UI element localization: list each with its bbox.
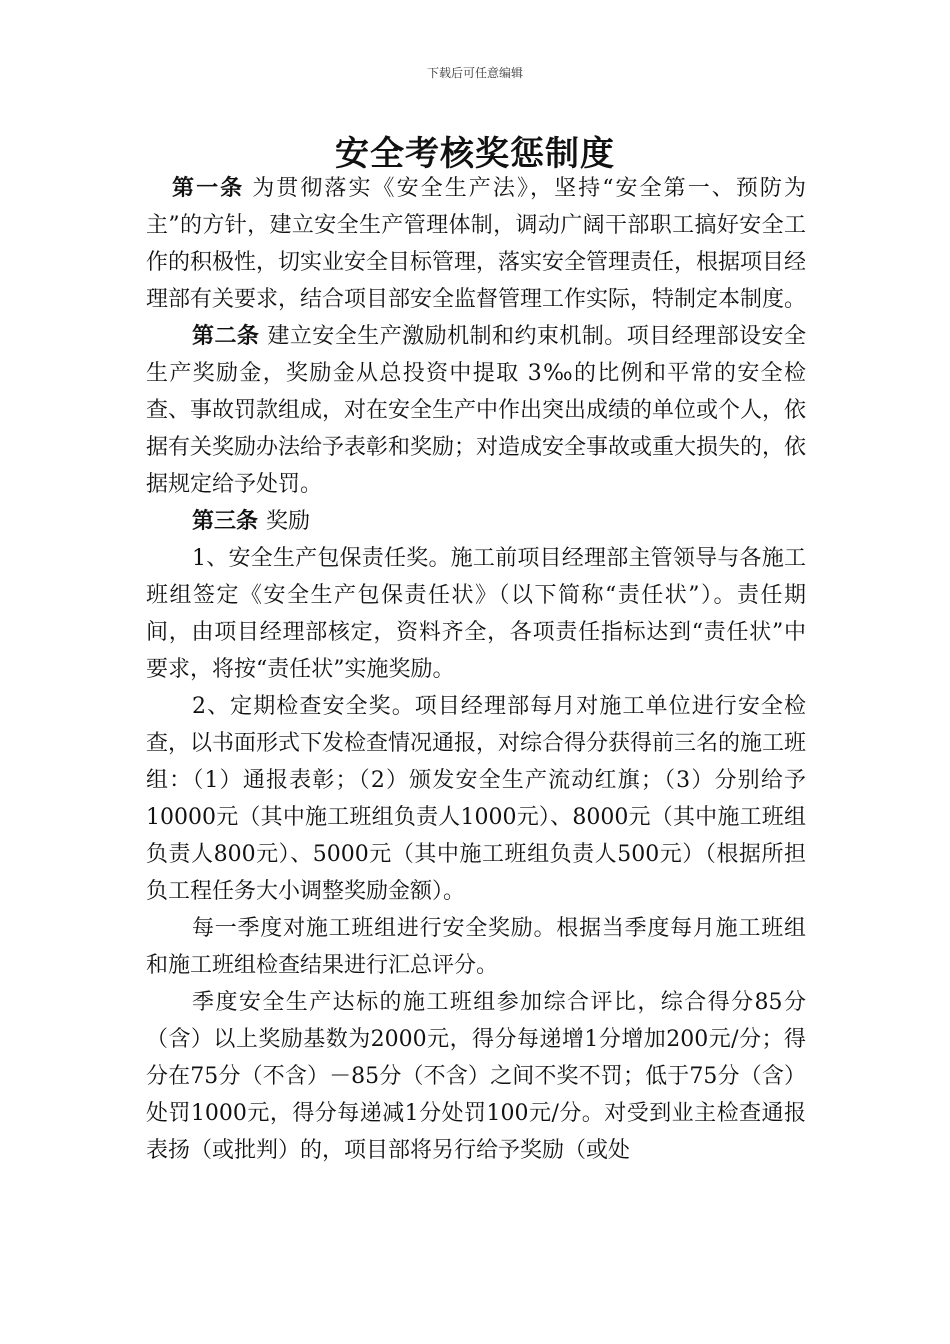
article-2 — [146, 318, 806, 503]
article-1 — [146, 170, 806, 318]
article-1-head: 第一条 — [172, 176, 245, 201]
header-note: 下载后可任意编辑 — [426, 66, 523, 80]
document-body — [146, 170, 806, 1169]
article-2-head: 第二条 — [192, 324, 260, 349]
paragraph-4: 季度安全生产达标的施工班组参加综合评比，综合得分85分（含）以上奖励基数为2000元，得分每递增1分增加200元/分；得分在75分（不含）－85分（不含）之间不奖不罚；低于75分（含）处罚1000元，得分每递减1分处罚100元/分。对受到业主检查通报表扬（或批判）的，项目部将另行给予奖励（或处 — [146, 990, 806, 1163]
paragraph-1: 1、安全生产包保责任奖。施工前项目经理部主管领导与各施工班组签定《安全生产包保责任状》（以下简称“责任状”）。责任期间，由项目经理部核定，资料齐全，各项责任指标达到“责任状”中要求，将按“责任状”实施奖励。 — [146, 546, 806, 682]
document-title: 安全考核奖惩制度 — [335, 134, 615, 174]
paragraph-3: 每一季度对施工班组进行安全奖励。根据当季度每月施工班组和施工班组检查结果进行汇总评分。 — [146, 916, 806, 978]
article-1-text: 为贯彻落实《安全生产法》，坚持“安全第一、预防为主”的方针，建立安全生产管理体制，调动广阔干部职工搞好安全工作的积极性，切实业安全目标管理，落实安全管理责任，根据项目经理部有关要求，结合项目部安全监督管理工作实际，特制定本制度。 — [146, 176, 807, 312]
paragraph-2: 2、定期检查安全奖。项目经理部每月对施工单位进行安全检查，以书面形式下发检查情况通报，对综合得分获得前三名的施工班组：（1）通报表彰；（2）颁发安全生产流动红旗；（3）分别给予10000元（其中施工班组负责人1000元）、8000元（其中施工班组负责人800元）、5000元（其中施工班组负责人500元）（根据所担负工程任务大小调整奖励金额）。 — [146, 694, 807, 904]
article-3-head: 第三条 — [192, 509, 259, 534]
article-3 — [146, 503, 806, 540]
article-3-text: 奖励 — [266, 509, 311, 534]
article-2-text: 建立安全生产激励机制和约束机制。项目经理部设安全生产奖励金，奖励金从总投资中提取 3‰的比例和平常的安全检查、事故罚款组成，对在安全生产中作出突出成绩的单位或个人，依据有关奖励办法给予表彰和奖励；对造成安全事故或重大损失的，依据规定给予处罚。 — [146, 324, 807, 497]
